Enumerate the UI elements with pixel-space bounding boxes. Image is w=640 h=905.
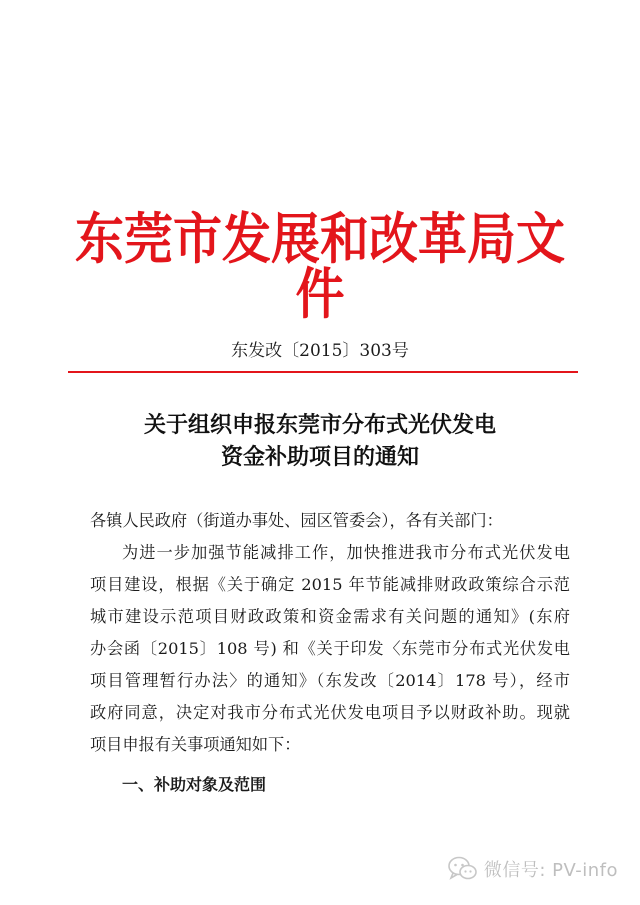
paragraph-line: 办会函〔2015〕108 号) 和《关于印发〈东莞市分布式光伏发电 — [90, 639, 570, 658]
paragraph-line: 项目建设，根据《关于确定 2015 年节能减排财政政策综合示范 — [90, 575, 570, 594]
document-number: 东发改〔2015〕303号 — [231, 341, 409, 361]
paragraph-line: 项目管理暂行办法〉的通知》（东发改〔2014〕178 号），经市 — [90, 671, 570, 690]
watermark-text: 微信号: PV-info — [483, 860, 618, 881]
paragraph-line: 项目申报有关事项通知如下： — [90, 735, 301, 754]
issuer-heading: 东莞市发展和改革局文件 — [74, 207, 565, 327]
paragraph-line: 为进一步加强节能减排工作，加快推进我市分布式光伏发电 — [122, 543, 570, 562]
paragraph-line: 城市建设示范项目财政政策和资金需求有关问题的通知》(东府 — [90, 607, 570, 626]
salutation: 各镇人民政府（街道办事处、园区管委会），各有关部门： — [90, 511, 503, 530]
wechat-icon — [448, 856, 478, 882]
notice-title-line-1: 关于组织申报东莞市分布式光伏发电 — [143, 412, 496, 438]
red-divider — [68, 371, 578, 373]
section-heading: 一、补助对象及范围 — [122, 775, 267, 794]
paragraph-line: 政府同意，决定对我市分布式光伏发电项目予以财政补助。现就 — [90, 703, 570, 722]
notice-title-line-2: 资金补助项目的通知 — [220, 444, 419, 470]
watermark — [448, 856, 618, 882]
